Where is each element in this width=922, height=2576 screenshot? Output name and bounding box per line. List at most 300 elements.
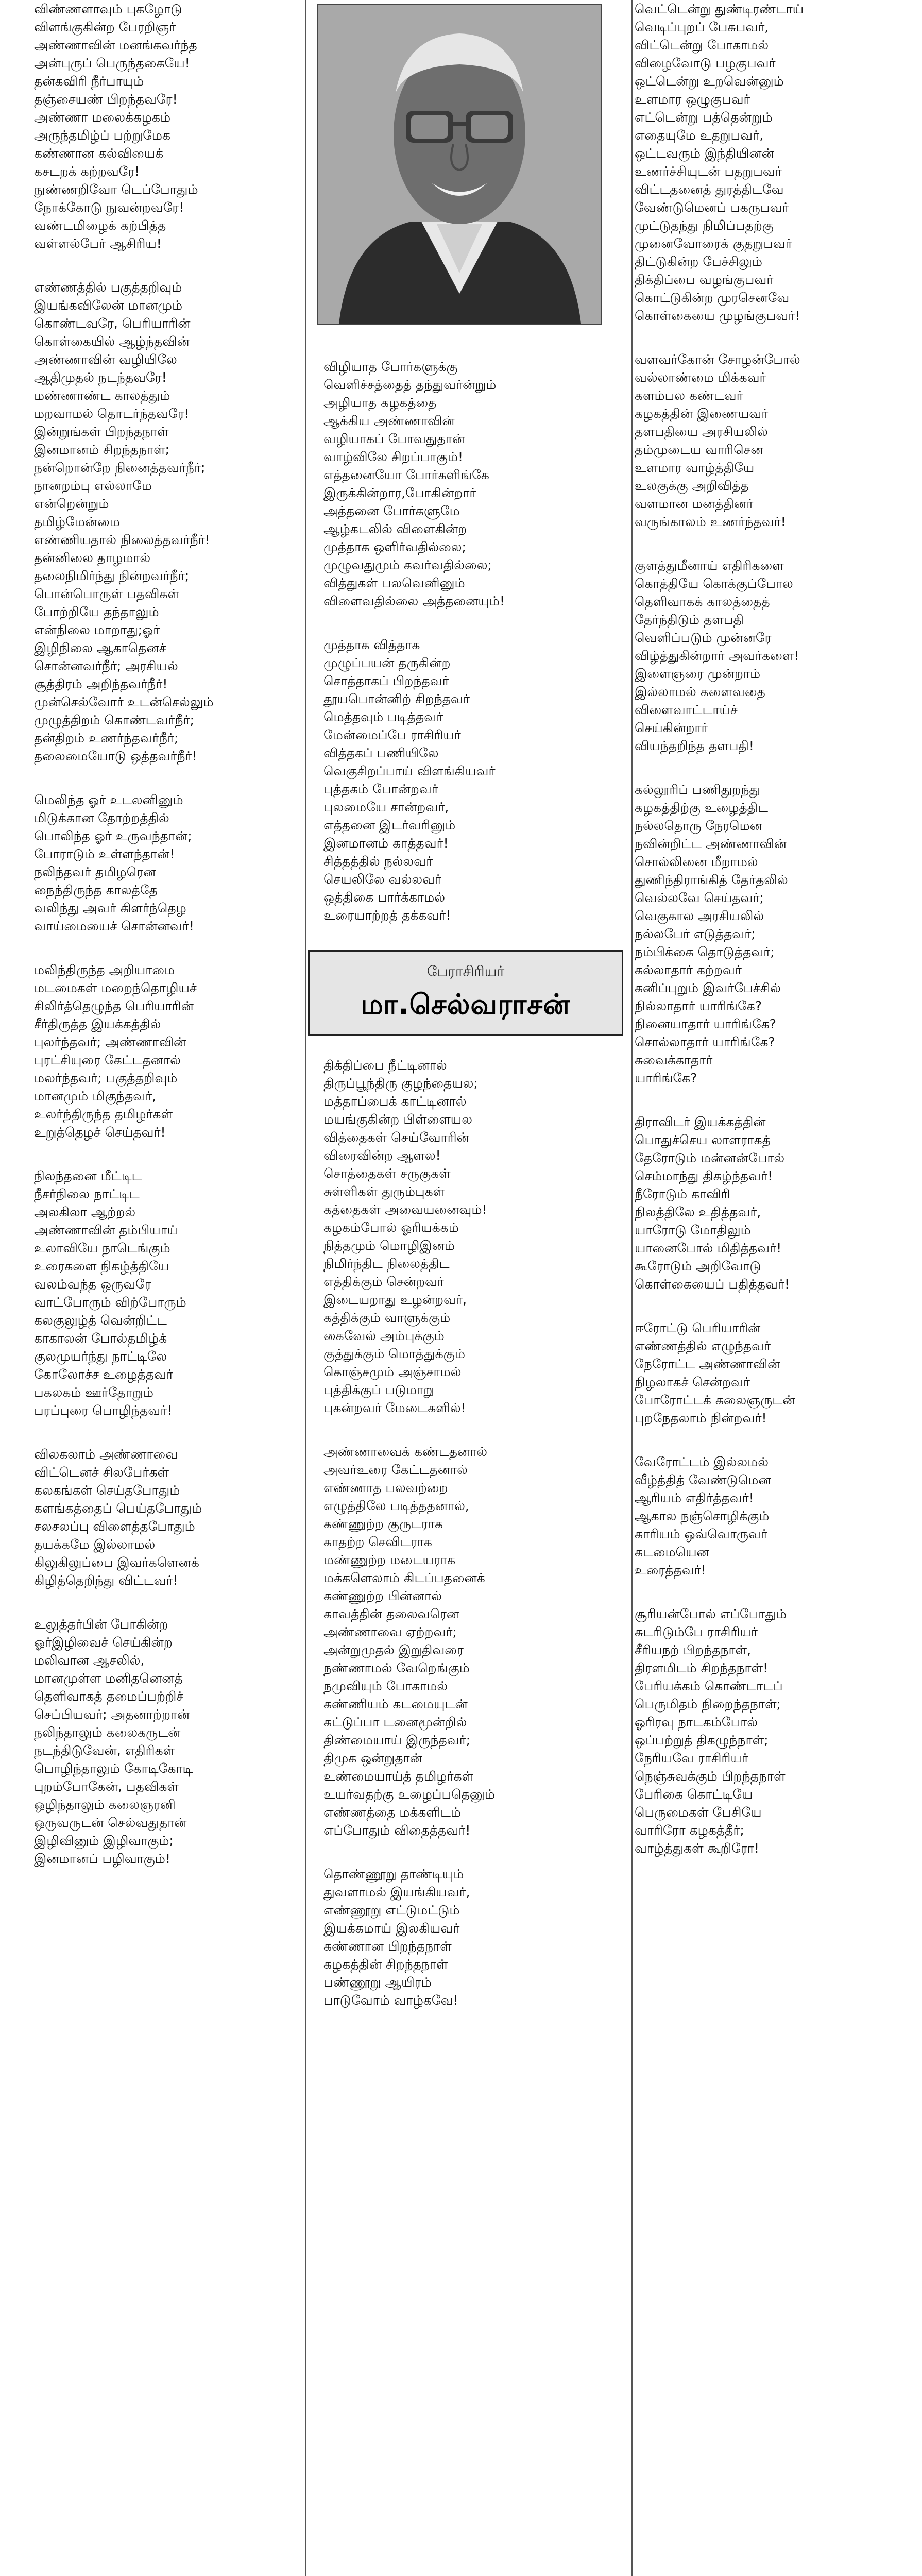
poem-line: கடமையென bbox=[635, 1545, 709, 1560]
poem-line: சித்தத்தில் நல்லவர் bbox=[323, 854, 433, 869]
poem-line: சூரியன்போல் எப்போதும் bbox=[635, 1606, 787, 1621]
poem-line: திக்திப்பை நீட்டினால் bbox=[323, 1058, 447, 1073]
poem-line: சீரியநற் பிறந்தநாள், bbox=[635, 1642, 752, 1657]
poem-line: தன்திறம் உணர்ந்தவர்நீர்; bbox=[34, 731, 179, 745]
poem-line: போராடும் உள்ளந்தான்! bbox=[34, 846, 175, 861]
poem-line: போரோட்டக் கலைஞருடன் bbox=[635, 1393, 795, 1408]
poem-line: செயலிலே வல்லவர் bbox=[323, 872, 442, 887]
poem-line: வேரோட்டம் இல்லமல் bbox=[635, 1454, 769, 1469]
poem-line: கொஞ்சமும் அஞ்சாமல் bbox=[323, 1364, 462, 1379]
poem-line: எண்ணத்தில் எழுந்தவர் bbox=[635, 1338, 771, 1353]
poem-line: கண்ணான கல்வியைக் bbox=[34, 146, 164, 161]
poem-line: குலமுயர்ந்து நாட்டிலே bbox=[34, 1349, 167, 1364]
poem-line: விலகலாம் அண்ணாவை bbox=[34, 1447, 178, 1462]
poem-line: தன்னிலை தாழமால் bbox=[34, 550, 151, 565]
poem-line: இடையறாது உழன்றவர், bbox=[323, 1292, 467, 1307]
poem-line: நிழலாகச் சென்றவர் bbox=[635, 1375, 750, 1389]
stanza bbox=[635, 350, 902, 531]
poem-line: அண்ணாவைக் கண்டதனால் bbox=[323, 1444, 488, 1459]
poem-line: ஒருவருடன் செல்வதுதான் bbox=[34, 1815, 187, 1830]
stanza bbox=[34, 961, 302, 1141]
poem-line: முழுத்திறம் கொண்டவர்நீர்; bbox=[34, 713, 195, 727]
poem-line: யானைபோல் மிதித்தவர்! bbox=[635, 1241, 782, 1256]
poem-line: காவத்தின் தலைவரென bbox=[323, 1606, 459, 1621]
poem-line: வளவர்கோன் சோழன்போல் bbox=[635, 352, 800, 367]
poem-line: வித்துகள் பலவெனினும் bbox=[323, 575, 465, 590]
poem-line: ஒட்டென்று உறவென்னும் bbox=[635, 74, 784, 89]
poem-line: வலிந்து அவர் கிளர்ந்தெழ bbox=[34, 901, 186, 916]
poem-line: தன்கவிரி நீர்பாயும் bbox=[34, 74, 144, 89]
poem-line: உலகுக்கு அறிவித்த bbox=[635, 478, 749, 493]
poem-line: உலுத்தர்பின் போகின்ற bbox=[34, 1617, 168, 1632]
poem-line: எப்போதும் விதைத்தவர்! bbox=[323, 1823, 471, 1838]
poem-line: மானமுள்ள மனிதனெனத் bbox=[34, 1671, 183, 1686]
poem-line: விழ்த்துகின்றார் அவர்களை! bbox=[635, 648, 799, 663]
poem-line: வாய்மையைச் சொன்னவர்! bbox=[34, 919, 194, 934]
stanza bbox=[34, 1615, 302, 1868]
poem-line: புத்தகம் போன்றவர் bbox=[323, 782, 438, 796]
poem-line: எத்தனையோ போர்களிங்கே bbox=[323, 467, 489, 482]
poem-line: ஒழிந்தாலும் கலைஞரனி bbox=[34, 1797, 176, 1812]
poem-line: கத்திக்கும் வாளுக்கும் bbox=[323, 1310, 451, 1325]
author-portrait bbox=[317, 4, 602, 325]
poem-line: கொள்கையைப் பதித்தவர்! bbox=[635, 1277, 790, 1292]
poem-line: நம்பிக்கை தொடுத்தவர்; bbox=[635, 944, 775, 959]
poem-line: வல்லாண்மை மிக்கவர் bbox=[635, 370, 766, 385]
poem-line: வாழ்த்துகள் கூறிரோ! bbox=[635, 1841, 759, 1856]
poem-line: இழிநிலை ஆகாதெனச் bbox=[34, 640, 166, 655]
poem-line: சொல்லாதார் யாரிங்கே? bbox=[635, 1035, 775, 1049]
stanza bbox=[635, 1605, 902, 1857]
poem-line: ஓர்இழிவைச் செய்கின்ற bbox=[34, 1635, 173, 1650]
poem-line: வாரிரோ கழகத்தீர்; bbox=[635, 1823, 744, 1838]
stanza bbox=[323, 1865, 629, 2009]
poem-line: கட்டுப்பா டனைமூன்றில் bbox=[323, 1715, 467, 1730]
stanza bbox=[34, 1445, 302, 1589]
poem-line: முனைவோரைக் குதறுபவர் bbox=[635, 236, 792, 251]
poem-line: கோலோச்ச உழைத்தவர் bbox=[34, 1367, 174, 1382]
poem-line: குத்துக்கும் மொத்துக்கும் bbox=[323, 1346, 465, 1361]
poem-line: புறநேதலாம் நின்றவர்! bbox=[635, 1411, 767, 1426]
column-divider-right bbox=[631, 0, 633, 2576]
poem-line: வெடிப்புறப் பேசுபவர், bbox=[635, 20, 769, 35]
poem-line: நானறம்பு எல்லாமே bbox=[34, 478, 152, 493]
poem-line: புகன்றவர் மேடைகளில்! bbox=[323, 1400, 466, 1415]
left-column bbox=[34, 0, 302, 1893]
poem-line: உரைகளை நிகழ்த்தியே bbox=[34, 1259, 169, 1274]
poem-line: ஒப்பற்றுத் திகழுந்நாள்; bbox=[635, 1733, 769, 1748]
column-divider-left bbox=[305, 0, 306, 2576]
poem-line: மண்ணாண்ட காலத்தும் bbox=[34, 388, 170, 403]
poem-line: சுடரிடும்பே ராசிரியர் bbox=[635, 1624, 758, 1639]
poem-line: எத்திக்கும் சென்றவர் bbox=[323, 1274, 444, 1289]
poem-line: திராவிடர் இயக்கத்தின் bbox=[635, 1114, 766, 1129]
author-credit-box bbox=[308, 950, 623, 1036]
poem-line: இயக்கமாய் இலகியவர் bbox=[323, 1921, 460, 1936]
poem-line: உளமார வாழ்த்தியே bbox=[635, 460, 755, 475]
poem-line: கல்லாதார் கற்றவர் bbox=[635, 962, 742, 977]
poem-line: இருக்கின்றார,போகின்றார் bbox=[323, 485, 476, 500]
poem-line: நமுவியும் போகாமல் bbox=[323, 1679, 448, 1693]
poem-line: தம்முடைய வாரிசென bbox=[635, 442, 763, 457]
poem-line: வீழ்த்தித் வேண்டுமென bbox=[635, 1472, 771, 1487]
poem-line: களங்கத்தைப் பெய்தபோதும் bbox=[34, 1501, 202, 1516]
poem-line: உலாவியே நாடெங்கும் bbox=[34, 1241, 170, 1256]
author-name: மா.செல்வராசன் bbox=[361, 988, 571, 1021]
poem-line: அழியாத கழகத்தை bbox=[323, 395, 437, 410]
poem-line: ஒட்டவரும் இந்தியினன் bbox=[635, 146, 774, 161]
poem-line: என்றென்றும் bbox=[34, 496, 109, 511]
middle-column bbox=[308, 0, 629, 2035]
poem-line: வெட்டென்று துண்டிரண்டாய் bbox=[635, 2, 804, 16]
poem-line: மெலிந்த ஓர் உடலனினும் bbox=[34, 792, 183, 807]
poem-line: கொட்டுகின்ற முரசெனவே bbox=[635, 290, 790, 305]
poem-line: எண்ணத்தில் பகுத்தறிவும் bbox=[34, 280, 182, 295]
poem-line: துவளாமல் இயங்கியவர், bbox=[323, 1885, 470, 1900]
poem-line: அன்றுமுதல் இறுதிவரை bbox=[323, 1642, 464, 1657]
poem-line: காகாலன் போல்தமிழ்க் bbox=[34, 1331, 167, 1346]
poem-line: பண்ணூறு ஆயிரம் bbox=[323, 1975, 432, 1990]
poem-line: ஒத்திகை பார்க்காமல் bbox=[323, 890, 445, 905]
poem-line: தேரோடும் மன்னன்போல் bbox=[635, 1150, 785, 1165]
poem-line: மயங்குகின்ற பிள்ளையல bbox=[323, 1112, 472, 1127]
poem-line: பெருமைகள் பேசியே bbox=[635, 1805, 762, 1820]
stanza bbox=[34, 1167, 302, 1419]
poem-line: மத்தாப்பைக் காட்டினால் bbox=[323, 1094, 467, 1109]
poem-line: திட்டுகின்ற பேச்சிலும் bbox=[635, 254, 763, 269]
stanza bbox=[34, 0, 302, 252]
poem-line: மானமும் மிகுந்தவர், bbox=[34, 1089, 157, 1104]
poem-line: அண்ணாவின் வழியிலே bbox=[34, 352, 177, 367]
poem-line: கலகுலுழ்த் வென்றிட்ட bbox=[34, 1313, 167, 1328]
stanza bbox=[34, 791, 302, 935]
poem-line: அவர்உரை கேட்டதனால் bbox=[323, 1462, 468, 1477]
poem-line: அண்ணாவின் மனங்கவர்ந்த bbox=[34, 38, 197, 53]
poem-line: பெருமிதம் நிறைந்தநாள்; bbox=[635, 1697, 781, 1711]
poem-line: உணர்ச்சியுடன் பதறுபவர் bbox=[635, 164, 782, 179]
poem-line: நிலத்திலே உதித்தவர், bbox=[635, 1205, 761, 1219]
poem-line: செம்மாந்து திகழ்ந்தவர்! bbox=[635, 1168, 773, 1183]
poem-line: வியந்தறிந்த தளபதி! bbox=[635, 738, 754, 753]
poem-line: இனமானப் பழிவாகும்! bbox=[34, 1851, 170, 1866]
poem-line: எட்டென்று பத்தென்றும் bbox=[635, 110, 773, 125]
stanza bbox=[323, 1443, 629, 1839]
poem-line: கழகத்திற்கு உழைத்திட bbox=[635, 800, 769, 815]
poem-line: நவின்றிட்ட அண்ணாவின் bbox=[635, 836, 787, 851]
middle-poem-upper bbox=[308, 358, 629, 924]
poem-line: வேண்டுமெனப் பகருபவர் bbox=[635, 200, 789, 215]
poem-line: நிலந்தனை மீட்டிட bbox=[34, 1168, 142, 1183]
poem-line: நிமிர்ந்திட நிலைத்திட bbox=[323, 1256, 450, 1271]
poem-line: சொத்தாகப் பிறந்தவர் bbox=[323, 673, 449, 688]
poem-line: வெளிச்சத்தைத் தந்துவர்ன்றும் bbox=[323, 377, 497, 392]
stanza bbox=[635, 781, 902, 1087]
poem-line: கொள்கையை முழங்குபவர்! bbox=[635, 308, 800, 323]
poem-line: விட்டெனச் சிலபேர்கள் bbox=[34, 1465, 169, 1480]
poem-line: கைவேல் அம்புக்கும் bbox=[323, 1328, 445, 1343]
stanza bbox=[635, 1113, 902, 1293]
poem-line: திரளமிடம் சிறந்தநாள்! bbox=[635, 1660, 769, 1675]
poem-line: தெளிவாகக் காலத்தைத் bbox=[635, 594, 770, 609]
poem-line: வித்தைகள் செய்வோரின் bbox=[323, 1130, 469, 1145]
middle-poem-lower bbox=[308, 1056, 629, 2009]
poem-line: நேரோட்ட அண்ணாவின் bbox=[635, 1357, 780, 1371]
poem-line: வெகுகால அரசியலில் bbox=[635, 908, 764, 923]
poem-line: விழைவோடு பழகுபவர் bbox=[635, 56, 776, 71]
poem-line: உயர்வதற்கு உழைப்பதெனும் bbox=[323, 1787, 495, 1802]
stanza bbox=[34, 278, 302, 765]
poem-line: நேரியவே ராசிரியர் bbox=[635, 1751, 748, 1766]
poem-line: நலிந்தவர் தமிழரென bbox=[34, 865, 156, 879]
poem-line: கண்ணுற்ற பின்னால் bbox=[323, 1588, 442, 1603]
poem-line: உரையாற்றத் தக்கவர்! bbox=[323, 908, 451, 923]
poem-line: தூயபொன்னிற் சிறந்தவர் bbox=[323, 691, 470, 706]
poem-line: சூத்திரம் அறிந்தவர்நீர்! bbox=[34, 676, 168, 691]
poem-line: தலைநிமிர்ந்து நின்றவர்நீர்; bbox=[34, 568, 190, 583]
poem-line: இளைஞரை முன்றாம் bbox=[635, 666, 761, 681]
poem-line: எதையுமே உதறுபவர், bbox=[635, 128, 764, 143]
poem-line: சிலிர்த்தெழுந்த பெரியாரின் bbox=[34, 998, 194, 1013]
poem-line: கிழித்தெறிந்து விட்டவர்! bbox=[34, 1573, 178, 1588]
poem-line: கல்லூரிப் பணிதுறந்து bbox=[635, 782, 761, 797]
poem-line: முத்தாக வித்தாக bbox=[323, 637, 420, 652]
poem-line: மக்களெலாம் கிடப்பதனைக் bbox=[323, 1570, 485, 1585]
poem-line: சலசலப்பு விளைத்தபோதும் bbox=[34, 1519, 195, 1534]
poem-line: துணிந்திராங்கித் தேர்தலில் bbox=[635, 872, 788, 887]
poem-line: சுவைக்காதார் bbox=[635, 1053, 713, 1067]
poem-line: எத்தனை இடர்வரினும் bbox=[323, 818, 456, 833]
stanza bbox=[635, 1319, 902, 1427]
poem-line: பொதுச்செய லாளராகத் bbox=[635, 1132, 771, 1147]
poem-line: எழுத்திலே படித்ததனால், bbox=[323, 1498, 469, 1513]
poem-line: உறுத்தெழச் செய்தவர்! bbox=[34, 1125, 166, 1140]
poem-line: இழிவினும் இழிவாகும்; bbox=[34, 1833, 174, 1848]
poem-line: களம்பல கண்டவர் bbox=[635, 388, 743, 403]
poem-line: கூரோடும் அறிவோடு bbox=[635, 1259, 761, 1274]
poem-line: கண்ணியம் கடமையுடன் bbox=[323, 1697, 468, 1711]
poem-line: பொலிந்த ஓர் உருவந்தான்; bbox=[34, 828, 192, 843]
poem-line: முழுப்பயன் தருகின்ற bbox=[323, 655, 451, 670]
poem-line: கண்ணுற்ற குருடராக bbox=[323, 1516, 443, 1531]
stanza bbox=[635, 0, 902, 325]
poem-line: அண்ணாவை ஏற்றவர்; bbox=[323, 1624, 457, 1639]
poem-line: தெளிவாகத் தமைப்பற்றிச் bbox=[34, 1689, 184, 1704]
poem-line: காதற்ற செவிடராக bbox=[323, 1534, 432, 1549]
poem-line: திக்திப்பை வழங்குபவர் bbox=[635, 272, 774, 287]
poem-line: இல்லாமல் களைவதை bbox=[635, 684, 765, 699]
poem-line: யாரிங்கே? bbox=[635, 1071, 697, 1086]
poem-line: நித்தமும் மொழிஇனம் bbox=[323, 1238, 455, 1253]
poem-line: அலகிலா ஆற்றல் bbox=[34, 1205, 136, 1219]
poem-line: அண்ணா மலைக்கழகம் bbox=[34, 110, 171, 125]
poem-line: புலமையே சான்றவர், bbox=[323, 800, 449, 815]
poem-line: நல்லபேர் எடுத்தவர்; bbox=[635, 926, 756, 941]
poem-line: கொத்தியே கொக்குப்போல bbox=[635, 576, 793, 591]
poem-line: பொன்பொருள் பதவிகள் bbox=[34, 586, 180, 601]
poem-line: மேன்மைப்பே ராசிரியர் bbox=[323, 727, 461, 742]
poem-line: நினையாதார் யாரிங்கே? bbox=[635, 1016, 776, 1031]
poem-line: வலம்வந்த ஒருவரே bbox=[34, 1277, 151, 1292]
poem-line: சீர்திருத்த இயக்கத்தில் bbox=[34, 1016, 161, 1031]
poem-line: இனமானம் சிறந்தநாள்; bbox=[34, 442, 170, 457]
poem-line: வள்ளல்பேர் ஆசிரிய! bbox=[34, 236, 162, 251]
poem-line: விளங்குகின்ற பேரறிஞர் bbox=[34, 20, 176, 35]
right-column bbox=[635, 0, 902, 1883]
poem-line: முழுவதுமும் கவர்வதில்லை; bbox=[323, 557, 492, 572]
poem-line: சொல்லினை மீறாமல் bbox=[635, 854, 758, 869]
poem-line: எண்ணியதால் நிலைத்தவர்நீர்! bbox=[34, 532, 210, 547]
poem-line: வளமான மனத்தினர் bbox=[635, 496, 754, 511]
poem-line: உளமார ஒழுகுபவர் bbox=[635, 92, 750, 107]
poem-line: மறவாமல் தொடர்ந்தவரே! bbox=[34, 406, 190, 421]
poem-line: மிடுக்கான தோற்றத்தில் bbox=[34, 810, 169, 825]
poem-line: கொள்கையில் ஆழ்ந்தவின் bbox=[34, 334, 190, 349]
poem-line: ஆதிமுதல் நடந்தவரே! bbox=[34, 370, 167, 385]
poem-line: புறம்போகேன், பதவிகள் bbox=[34, 1779, 179, 1794]
poem-line: அருந்தமிழ்ப் பற்றுமேக bbox=[34, 128, 170, 143]
poem-line: மலிவான ஆசலில், bbox=[34, 1653, 145, 1668]
poem-line: செப்பியவர்; அதனாற்றான் bbox=[34, 1707, 190, 1722]
poem-line: ஆரியம் எதிர்த்தவர்! bbox=[635, 1490, 754, 1505]
poem-line: இயங்கவிலேன் மானமும் bbox=[34, 298, 183, 313]
poem-line: நண்ணாமல் வேறெங்கும் bbox=[323, 1660, 470, 1675]
poem-line: வித்தகப் பணியிலே bbox=[323, 745, 439, 760]
author-title: பேராசிரியர் bbox=[426, 963, 505, 980]
poem-line: காரியம் ஒவ்வொருவர் bbox=[635, 1527, 768, 1541]
poem-line: கழகத்தின் சிறந்தநாள் bbox=[323, 1957, 448, 1972]
poem-line: இனமானம் காத்தவர்! bbox=[323, 836, 449, 851]
poem-line: வண்டமிழைக் கற்பித்த bbox=[34, 218, 166, 233]
poem-line: எண்ணாத பலவற்றை bbox=[323, 1480, 448, 1495]
poem-line: ஓரிரவு நாடகம்போல் bbox=[635, 1715, 758, 1730]
poem-line: புலர்ந்தவர்; அண்ணாவின் bbox=[34, 1035, 186, 1049]
poem-line: வெகுசிறப்பாய் விளங்கியவர் bbox=[323, 764, 496, 778]
stanza bbox=[323, 358, 629, 610]
poem-line: என்நிலை மாறாது;ஓர் bbox=[34, 622, 160, 637]
poem-line: சுள்ளிகள் துரும்புகள் bbox=[323, 1184, 445, 1199]
poem-line: குளத்துமீனாய் எதிரிகளை bbox=[635, 558, 784, 573]
poem-line: ஆக்கிய அண்ணாவின் bbox=[323, 413, 455, 428]
poem-line: நுண்ணறிவோ டெப்போதும் bbox=[34, 182, 198, 197]
poem-line: கனிப்புறும் இவர்பேச்சில் bbox=[635, 980, 781, 995]
poem-line: கொண்டவரே, பெரியாரின் bbox=[34, 316, 191, 331]
portrait-illustration bbox=[318, 5, 601, 324]
poem-line: பரப்புரை பொழிந்தவர்! bbox=[34, 1403, 173, 1418]
poem-line: விட்டதனைத் துரத்திடவே bbox=[635, 182, 784, 197]
poem-line: விட்டென்று போகாமல் bbox=[635, 38, 769, 53]
poem-line: விளைவதில்லை அத்தனையும்! bbox=[323, 594, 505, 608]
poem-line: புத்திக்குப் படுமாறு bbox=[323, 1382, 434, 1397]
poem-line: எண்ணத்தை மக்களிடம் bbox=[323, 1805, 462, 1820]
poem-line: திண்மையாய் இருந்தவர்; bbox=[323, 1733, 471, 1748]
poem-line: கண்ணான பிறந்தநாள் bbox=[323, 1939, 452, 1954]
poem-line: நீரோடும் காவிரி bbox=[635, 1187, 730, 1201]
poem-line: வாழ்விலே சிறப்பாகும்! bbox=[323, 449, 464, 464]
poem-line: கழகத்தின் இணையவர் bbox=[635, 406, 769, 421]
poem-line: மண்ணுற்ற மடையராக bbox=[323, 1552, 456, 1567]
poem-line: கத்தைகள் அவையனைவும்! bbox=[323, 1202, 487, 1217]
poem-line: ஆகால நஞ்சொழிக்கும் bbox=[635, 1509, 770, 1523]
stanza bbox=[323, 636, 629, 924]
poem-line: முட்டுதந்து நிமிப்பதற்கு bbox=[635, 218, 774, 233]
poem-line: உலர்ந்திருந்த தமிழர்கள் bbox=[34, 1107, 173, 1122]
poem-line: வருங்காலம் உணர்ந்தவர்! bbox=[635, 514, 786, 529]
poem-line: பகலகம் ஊர்தோறும் bbox=[34, 1385, 154, 1400]
poem-line: அன்புருப் பெருந்தகையே! bbox=[34, 56, 190, 71]
poem-line: நன்றொன்றே நினைத்தவர்நீர்; bbox=[34, 460, 206, 475]
poem-line: செய்கின்றார் bbox=[635, 720, 708, 735]
poem-line: நோக்கோடு நுவன்றவரே! bbox=[34, 200, 184, 215]
poem-line: வழியாகப் போவதுதான் bbox=[323, 431, 465, 446]
poem-line: மடமைகள் மறைந்தொழியச் bbox=[34, 980, 197, 995]
poem-line: பாடுவோம் வாழ்கவே! bbox=[323, 1993, 458, 2008]
poem-line: முத்தாக ஒளிர்வதில்லை; bbox=[323, 539, 466, 554]
poem-line: வெளிப்படும் முன்னரே bbox=[635, 630, 772, 645]
poem-line: முன்செல்வோர் உடன்செல்லும் bbox=[34, 694, 214, 709]
poem-line: திமுக ஒன்றுதான் bbox=[323, 1751, 422, 1766]
poem-line: சொன்னவர்நீர்; அரசியல் bbox=[34, 658, 178, 673]
poem-line: தஞ்சையண் பிறந்தவரே! bbox=[34, 92, 178, 107]
poem-line: அத்தனை போர்களுமே bbox=[323, 503, 460, 518]
poem-line: புரட்சியுரை கேட்டதனால் bbox=[34, 1053, 181, 1067]
poem-line: நெஞ்சுவக்கும் பிறந்தநாள் bbox=[635, 1769, 786, 1784]
poem-line: நலிந்தாலும் கலைகருடன் bbox=[34, 1725, 181, 1740]
poem-line: தமிழ்மேன்மை bbox=[34, 514, 120, 529]
poem-line: மலர்ந்தவர்; பகுத்தறிவும் bbox=[34, 1071, 178, 1086]
poem-line: நடந்திடுவேன், எதிரிகள் bbox=[34, 1743, 175, 1758]
stanza bbox=[635, 1453, 902, 1579]
poem-line: விழியாத போர்களுக்கு bbox=[323, 359, 458, 374]
poem-line: தலைமையோடு ஒத்தவர்நீர்! bbox=[34, 749, 197, 764]
poem-line: தளபதியை அரசியலில் bbox=[635, 424, 768, 439]
poem-line: கலகங்கள் செய்தபோதும் bbox=[34, 1483, 180, 1498]
poem-line: விண்ணளாவும் புகழோடு bbox=[34, 2, 182, 16]
poem-line: போற்றியே தந்தாலும் bbox=[34, 604, 159, 619]
poem-line: நல்லதொரு நேரமென bbox=[635, 818, 762, 833]
poem-line: கசடறக் கற்றவரே! bbox=[34, 164, 140, 179]
poem-line: வெல்லவே செய்தவர்; bbox=[635, 890, 764, 905]
poem-line: பொழிந்தாலும் கோடிகோடி bbox=[34, 1761, 193, 1776]
poem-line: பேரியக்கம் கொண்டாடப் bbox=[635, 1679, 783, 1693]
poem-line: உண்மையாய்த் தமிழர்கள் bbox=[323, 1769, 474, 1784]
poem-line: கழகம்போல் ஓரியக்கம் bbox=[323, 1220, 459, 1235]
poem-line: தொண்ணூறு தாண்டியும் bbox=[323, 1867, 464, 1882]
poem-line: வாட்போரும் விற்போரும் bbox=[34, 1295, 186, 1310]
poem-line: ஆழ்கடலில் விளைகின்ற bbox=[323, 521, 467, 536]
poem-line: மெத்தவும் படித்தவர் bbox=[323, 709, 443, 724]
poem-line: மலிந்திருந்த அறியாமை bbox=[34, 962, 175, 977]
poem-line: தயக்கமே இல்லாமல் bbox=[34, 1537, 156, 1552]
poem-line: நைந்திருந்த காலத்தே bbox=[34, 883, 158, 897]
stanza bbox=[323, 1056, 629, 1417]
poem-line: விரைவின்ற ஆளல! bbox=[323, 1148, 441, 1163]
poem-line: யாரோடு மோதிலும் bbox=[635, 1223, 751, 1238]
poem-line: திருப்பூந்திரு குழந்தையல; bbox=[323, 1076, 478, 1091]
poem-line: விளைவாட்டாய்ச் bbox=[635, 702, 738, 717]
poem-line: எண்ணூறு எட்டுமட்டும் bbox=[323, 1903, 460, 1918]
poem-line: உரைத்தவர்! bbox=[635, 1563, 706, 1578]
poem-line: பேரிகை கொட்டியே bbox=[635, 1787, 753, 1802]
poem-line: நில்லாதார் யாரிங்கே? bbox=[635, 998, 762, 1013]
poem-line: ஈரோட்டு பெரியாரின் bbox=[635, 1320, 761, 1335]
poem-line: தேர்ந்திடும் தளபதி bbox=[635, 612, 744, 627]
poem-line: இன்றுங்கள் பிறந்தநாள் bbox=[34, 424, 169, 439]
stanza bbox=[635, 556, 902, 755]
poem-line: கிலுகிலுப்பை இவர்களெனக் bbox=[34, 1555, 199, 1570]
poem-line: அண்ணாவின் தம்பியாய் bbox=[34, 1223, 179, 1238]
poem-line: நீசர்நிலை நாட்டிட bbox=[34, 1187, 140, 1201]
poem-line: சொத்தைகள் சருகுகள் bbox=[323, 1166, 451, 1181]
